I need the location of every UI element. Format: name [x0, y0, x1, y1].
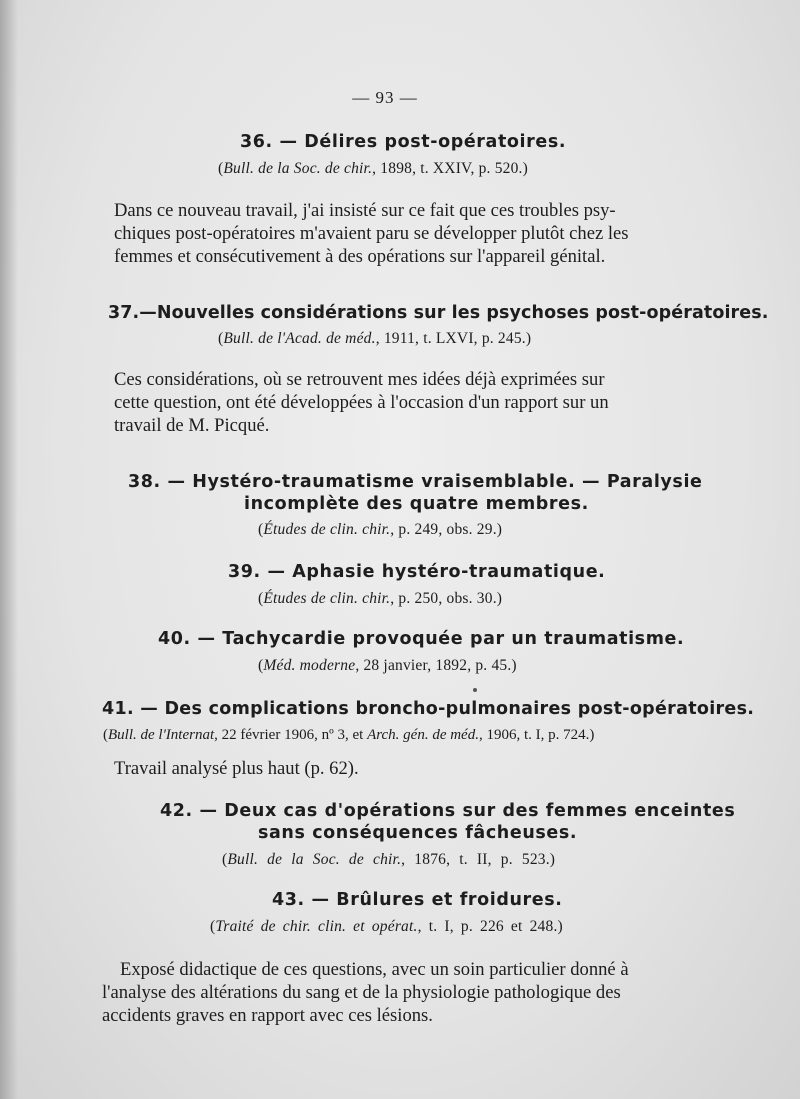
entry-37-title: 37.—Nouvelles considérations sur les psychoses post-opératoires. [108, 303, 769, 323]
entry-41-line-1: Travail analysé plus haut (p. 62). [114, 758, 359, 779]
entry-38-title-line-1: 38. — Hystéro-traumatisme vraisemblable. — Paralysie [128, 472, 703, 492]
entry-43-title: 43. — Brûlures et froidures. [272, 890, 563, 910]
entry-43-text [102, 958, 690, 1027]
entry-37-line-2: cette question, ont été développées à l'occasion d'un rapport sur un [114, 392, 609, 413]
entry-38-reference: (Études de clin. chir., p. 249, obs. 29.) [258, 521, 503, 538]
entry-41-text [114, 757, 359, 780]
entry-43-line-3: accidents graves en rapport avec ces lésions. [102, 1005, 433, 1026]
entry-37-line-1: Ces considérations, où se retrouvent mes idées déjà exprimées sur [114, 369, 605, 390]
entry-36-line-3: femmes et consécutivement à des opérations sur l'appareil génital. [114, 246, 606, 267]
entry-39-title: 39. — Aphasie hystéro-traumatique. [228, 562, 606, 582]
entry-36-text [114, 199, 680, 268]
entry-41-title: 41. — Des complications broncho-pulmonaires post-opératoires. [102, 699, 755, 719]
page-edge-shadow [0, 0, 18, 1099]
entry-42-title-line-1: 42. — Deux cas d'opérations sur des femmes enceintes [160, 801, 736, 821]
entry-42-reference: (Bull. de la Soc. de chir., 1876, t. II, p. 523.) [222, 851, 556, 868]
entry-39-reference: (Études de clin. chir., p. 250, obs. 30.) [258, 590, 503, 607]
entry-37-reference: (Bull. de l'Acad. de méd., 1911, t. LXVI, p. 245.) [218, 330, 532, 347]
entry-42-title-line-2: sans conséquences fâcheuses. [258, 823, 578, 843]
page-number: — 93 — [352, 88, 418, 107]
entry-38-title-line-2: incomplète des quatre membres. [244, 494, 589, 514]
entry-37-line-3: travail de M. Picqué. [114, 415, 270, 436]
entry-43-reference: (Traité de chir. clin. et opérat., t. I, p. 226 et 248.) [210, 918, 563, 935]
entry-43-line-1: Exposé didactique de ces questions, avec un soin particulier donné à [120, 959, 629, 980]
entry-37-text [114, 368, 680, 437]
entry-36-line-1: Dans ce nouveau travail, j'ai insisté sur ce fait que ces troubles psy- [114, 200, 616, 221]
entry-36-title: 36. — Délires post-opératoires. [240, 132, 567, 152]
entry-36-reference: (Bull. de la Soc. de chir., 1898, t. XXIV, p. 520.) [218, 160, 528, 177]
entry-43-line-2: l'analyse des altérations du sang et de la physiologie pathologique des [102, 982, 621, 1003]
entry-40-title: 40. — Tachycardie provoquée par un traumatisme. [158, 629, 685, 649]
entry-41-reference: (Bull. de l'Internat, 22 février 1906, nº 3, et Arch. gén. de méd., 1906, t. I, p. 724.) [103, 727, 595, 743]
speck-mark [473, 688, 477, 692]
entry-40-reference: (Méd. moderne, 28 janvier, 1892, p. 45.) [258, 657, 517, 674]
entry-36-line-2: chiques post-opératoires m'avaient paru se développer plutôt chez les [114, 223, 629, 244]
